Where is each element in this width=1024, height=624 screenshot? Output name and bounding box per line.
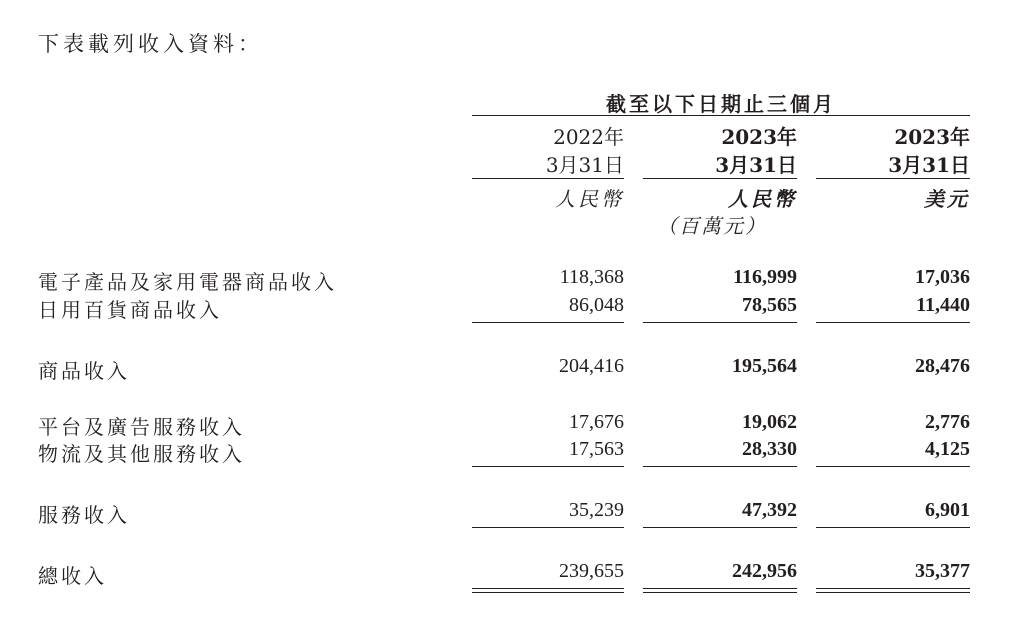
total-double-rule-top-c1: [472, 588, 624, 589]
col2-currency: 人民幣: [728, 187, 797, 211]
period-header: 截至以下日期止三個月: [606, 92, 836, 116]
row-label-platform-ads: 平台及廣告服務收入: [38, 415, 245, 439]
col1-currency: 人民幣: [555, 187, 624, 211]
row-service-2022: 35,239: [569, 499, 624, 521]
subtotal2-rule-c1: [472, 466, 624, 467]
row-logistics-2023-usd: 4,125: [925, 438, 970, 460]
row-total-2023-rmb: 242,956: [732, 560, 797, 582]
row-platform-2023-rmb: 19,062: [742, 411, 797, 433]
row-total-2023-usd: 35,377: [915, 560, 970, 582]
col1-date: 3月31日: [545, 153, 624, 177]
total-double-rule-top-c3: [816, 588, 970, 589]
intro-text: 下表載列收入資料：: [38, 32, 263, 56]
row-label-product-revenue: 商品收入: [38, 359, 130, 383]
row-platform-2022: 17,676: [569, 411, 624, 433]
row-product-2023-rmb: 195,564: [732, 355, 797, 377]
unit-text: （百萬元）: [657, 214, 767, 238]
col2-year: 2023年: [721, 125, 797, 149]
col1-year: 2022年: [553, 125, 624, 149]
subtotal3-rule-c3: [816, 527, 970, 528]
row-logistics-2022: 17,563: [569, 438, 624, 460]
col3-currency: 美元: [924, 187, 970, 211]
row-product-2022: 204,416: [559, 355, 624, 377]
subtotal1-rule-c2: [643, 322, 797, 323]
row-logistics-2023-rmb: 28,330: [742, 438, 797, 460]
col3-date: 3月31日: [888, 153, 970, 177]
row-label-logistics: 物流及其他服務收入: [38, 442, 245, 466]
row-electronics-2022: 118,368: [559, 266, 624, 288]
row-platform-2023-usd: 2,776: [925, 411, 970, 433]
subtotal2-rule-c3: [816, 466, 970, 467]
row-product-2023-usd: 28,476: [915, 355, 970, 377]
row-electronics-2023-rmb: 116,999: [733, 266, 797, 288]
subtotal3-rule-c2: [643, 527, 797, 528]
col1-date-rule: [472, 178, 624, 179]
col3-date-rule: [816, 178, 970, 179]
subtotal3-rule-c1: [472, 527, 624, 528]
subtotal1-rule-c3: [816, 322, 970, 323]
row-service-2023-rmb: 47,392: [742, 499, 797, 521]
row-electronics-2023-usd: 17,036: [915, 266, 970, 288]
col3-year: 2023年: [894, 125, 970, 149]
col2-date: 3月31日: [715, 153, 797, 177]
row-label-service-revenue: 服務收入: [38, 503, 130, 527]
total-double-rule-bottom-c3: [816, 592, 970, 593]
total-double-rule-bottom-c2: [643, 592, 797, 593]
unit-label: [643, 210, 797, 239]
total-double-rule-bottom-c1: [472, 592, 624, 593]
row-label-total-revenue: 總收入: [38, 564, 107, 588]
subtotal1-rule-c1: [472, 322, 624, 323]
row-label-general-merchandise: 日用百貨商品收入: [38, 298, 222, 322]
row-general-2023-rmb: 78,565: [742, 294, 797, 316]
row-total-2022: 239,655: [559, 560, 624, 582]
row-general-2022: 86,048: [569, 294, 624, 316]
total-double-rule-top-c2: [643, 588, 797, 589]
col2-date-rule: [643, 178, 797, 179]
row-label-electronics: 電子產品及家用電器商品收入: [38, 270, 337, 294]
row-general-2023-usd: 11,440: [916, 294, 970, 316]
row-service-2023-usd: 6,901: [925, 499, 970, 521]
subtotal2-rule-c2: [643, 466, 797, 467]
header-rule: [472, 115, 970, 116]
